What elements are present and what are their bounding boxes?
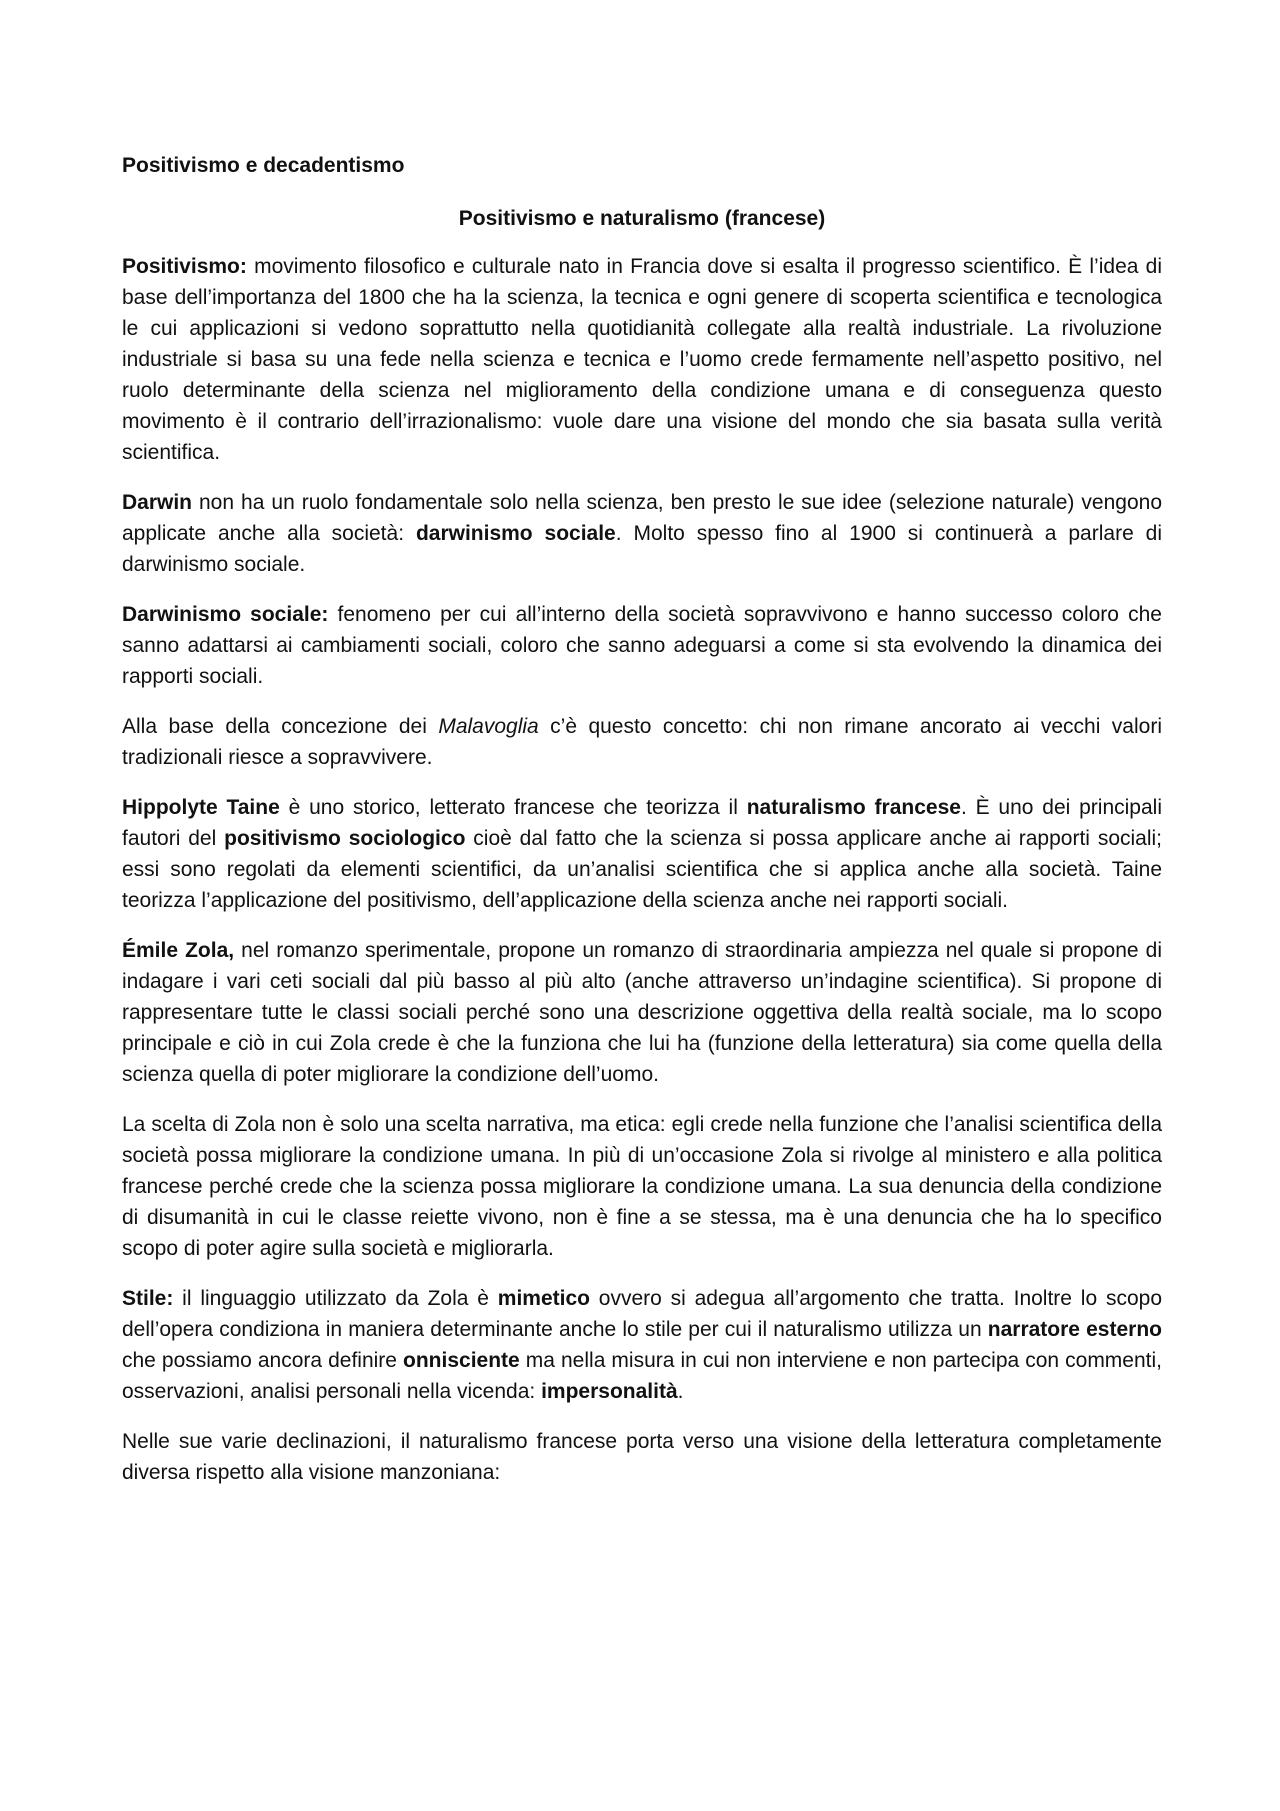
bold-text-run: Stile: bbox=[122, 1287, 174, 1310]
document-title: Positivismo e decadentismo bbox=[122, 154, 405, 177]
document-page bbox=[122, 150, 1162, 1507]
text-run: nel romanzo sperimentale, propone un romanzo di straordinaria ampiezza nel quale si propone di indagare i vari ceti sociali dal più basso al più alto (anche attraverso un’indagine scientifica). Si propone di rappresentare tutte le classi sociali perché sono una descrizione oggettiva della realtà sociale, ma lo scopo principale e ciò in cui Zola crede è che la funziona che lui ha (funzione della letteratura) sia come quella della scienza quella di poter migliorare la condizione dell’uomo. bbox=[122, 939, 1162, 1086]
bold-text-run: Darwin bbox=[122, 491, 193, 514]
text-run: fenomeno per cui all’interno della società sopravvivono e hanno successo coloro che sanno adattarsi ai cambiamenti sociali, coloro che sanno adeguarsi a come si sta evolvendo la dinamica dei rapporti sociali. bbox=[122, 603, 1162, 688]
paragraph-positivismo bbox=[122, 251, 1162, 468]
text-run: Alla base della concezione dei bbox=[122, 715, 439, 738]
text-run: ma nella misura in cui non interviene e non partecipa con commenti, osservazioni, analisi personali nella vicenda: bbox=[122, 1349, 1162, 1403]
text-run: è uno storico, letterato francese che teorizza il bbox=[279, 796, 747, 819]
text-run: non ha un ruolo fondamentale solo nella scienza, ben presto le sue idee (selezione naturale) vengono applicate anche alla società: bbox=[122, 491, 1162, 545]
document-subtitle: Positivismo e naturalismo (francese) bbox=[458, 207, 826, 230]
bold-text-run: impersonalità bbox=[541, 1380, 678, 1403]
paragraph-taine bbox=[122, 792, 1162, 916]
text-run: che possiamo ancora definire bbox=[122, 1349, 404, 1372]
text-run: movimento filosofico e culturale nato in Francia dove si esalta il progresso scientifico. È l’idea di base dell’importanza del 1800 che ha la scienza, la tecnica e ogni genere di scoperta scientifica e tecnologica le cui applicazioni si vedono soprattutto nella quotidianità collegate alla realtà industriale. La rivoluzione industriale si basa su una fede nella scienza e tecnica e l’uomo crede fermamente nell’aspetto positivo, nel ruolo determinante della scienza nel miglioramento della condizione umana e di conseguenza questo movimento è il contrario dell’irrazionalismo: vuole dare una visione del mondo che sia basata sulla verità scientifica. bbox=[122, 255, 1162, 464]
document-body bbox=[122, 251, 1162, 1488]
paragraph-zola bbox=[122, 935, 1162, 1090]
paragraph-scelta-zola bbox=[122, 1109, 1162, 1264]
paragraph-malavoglia bbox=[122, 711, 1162, 773]
text-run: cioè dal fatto che la scienza si possa applicare anche ai rapporti sociali; essi sono regolati da elementi scientifici, da un’analisi scientifica che si applica anche alla società. Taine teorizza l’applicazione del positivismo, dell’applicazione della scienza anche nei rapporti sociali. bbox=[122, 827, 1163, 912]
paragraph-conclusione bbox=[122, 1426, 1162, 1488]
italic-text-run: Malavoglia bbox=[438, 715, 539, 738]
text-run: . bbox=[677, 1380, 684, 1403]
bold-text-run: darwinismo sociale bbox=[415, 522, 616, 545]
text-run: c’è questo concetto: chi non rimane ancorato ai vecchi valori tradizionali riesce a sopravvivere. bbox=[122, 715, 1162, 769]
bold-text-run: naturalismo francese bbox=[746, 796, 961, 819]
bold-text-run: Hippolyte Taine bbox=[122, 796, 280, 819]
paragraph-darwin bbox=[122, 487, 1162, 580]
text-run: il linguaggio utilizzato da Zola è bbox=[173, 1287, 498, 1310]
bold-text-run: mimetico bbox=[497, 1287, 590, 1310]
bold-text-run: Darwinismo sociale: bbox=[122, 603, 329, 626]
paragraph-darwinismo-sociale bbox=[122, 599, 1162, 692]
paragraph-stile bbox=[122, 1283, 1162, 1407]
bold-text-run: positivismo sociologico bbox=[224, 827, 466, 850]
bold-text-run: narratore esterno bbox=[987, 1318, 1162, 1341]
text-run: ovvero si adegua all’argomento che tratta. Inoltre lo scopo dell’opera condiziona in maniera determinante anche lo stile per cui il naturalismo utilizza un bbox=[122, 1287, 1162, 1341]
bold-text-run: onnisciente bbox=[403, 1349, 520, 1372]
text-run: La scelta di Zola non è solo una scelta narrativa, ma etica: egli crede nella funzione che l’analisi scientifica della società possa migliorare la condizione umana. In più di un’occasione Zola si rivolge al ministero e alla politica francese perché crede che la scienza possa migliorare la condizione umana. La sua denuncia della condizione di disumanità in cui le classe reiette vivono, non è fine a se stessa, ma è una denuncia che ha lo specifico scopo di poter agire sulla società e migliorarla. bbox=[122, 1113, 1162, 1260]
bold-text-run: Positivismo: bbox=[122, 255, 247, 278]
text-run: . È uno dei principali fautori del bbox=[122, 796, 1162, 850]
bold-text-run: Émile Zola, bbox=[122, 939, 235, 962]
text-run: . Molto spesso fino al 1900 si continuerà a parlare di darwinismo sociale. bbox=[122, 522, 1162, 576]
text-run: Nelle sue varie declinazioni, il naturalismo francese porta verso una visione della letteratura completamente diversa rispetto alla visione manzoniana: bbox=[122, 1430, 1162, 1484]
